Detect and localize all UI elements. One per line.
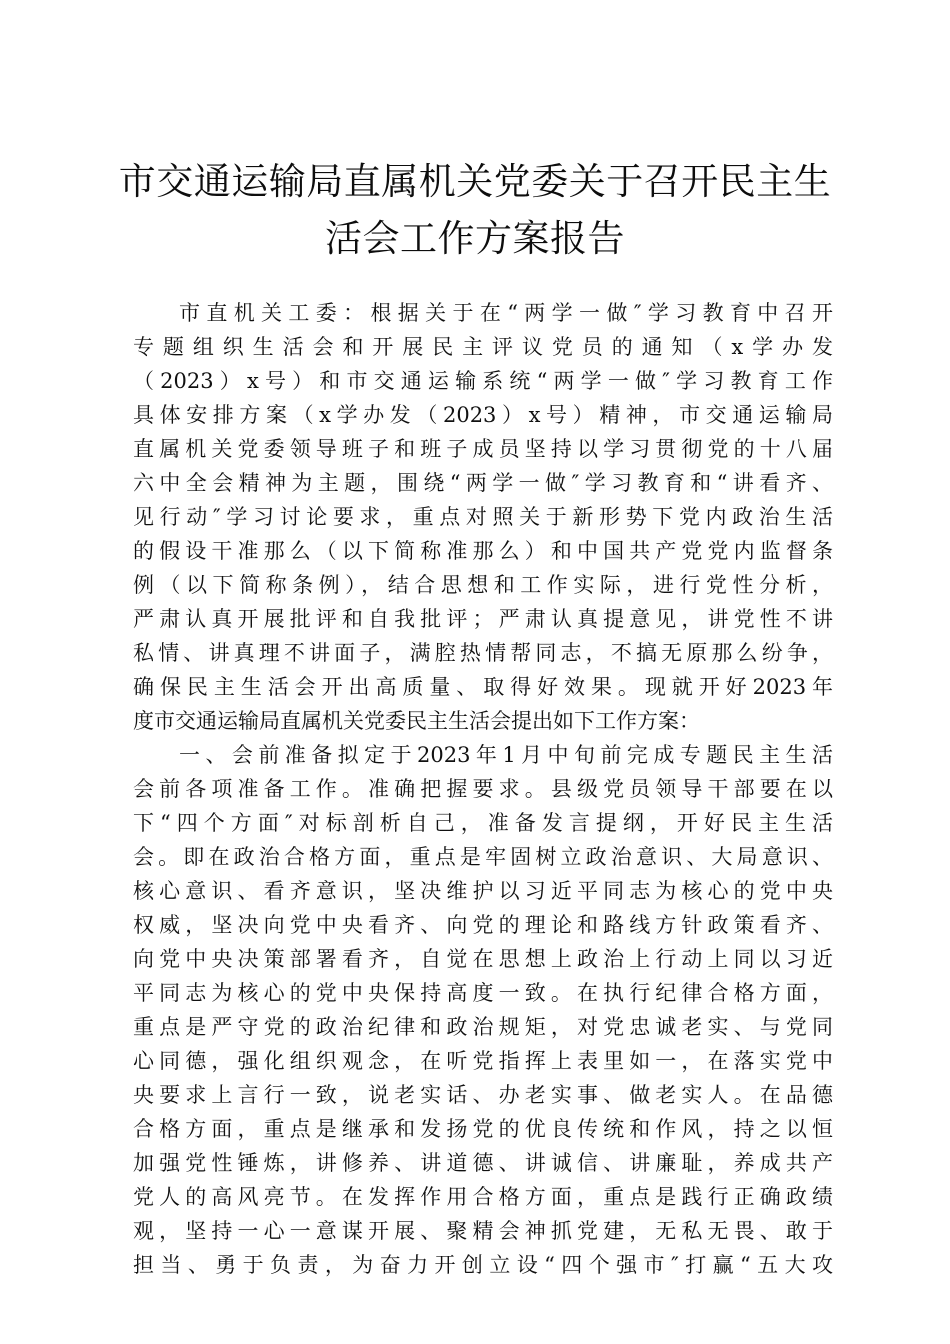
paragraph-line: 一、会前准备拟定于2023年1月中旬前完成专题民主生活 [179,743,833,767]
paragraph-line: 加强党性锤炼，讲修养、讲道德、讲诚信、讲廉耻，养成共产 [133,1151,833,1175]
paragraph-line: 直属机关党委领导班子和班子成员坚持以学习贯彻党的十八届 [133,437,833,461]
paragraph-line: （2023）x号）和市交通运输系统“两学一做″学习教育工作 [133,369,833,393]
paragraph-line: 核心意识、看齐意识，坚决维护以习近平同志为核心的党中央 [133,879,833,903]
paragraph-line: 心同德，强化组织观念，在听党指挥上表里如一，在落实党中 [133,1049,833,1073]
paragraph-line: 下“四个方面″对标剖析自己，准备发言提纲，开好民主生活 [133,811,833,835]
paragraph-line: 的假设干准那么（以下简称准那么）和中国共产党党内监督条 [133,539,833,563]
paragraph-line: 市直机关工委：根据关于在“两学一做″学习教育中召开 [179,301,833,325]
paragraph-line: 合格方面，重点是继承和发扬党的优良传统和作风，持之以恒 [133,1117,833,1141]
paragraph-line: 权威，坚决向党中央看齐、向党的理论和路线方针政策看齐、 [133,913,833,937]
paragraph-line: 见行动″学习讨论要求，重点对照关于新形势下党内政治生活 [133,505,833,529]
paragraph-line: 担当、勇于负责，为奋力开创立设“四个强市″打赢“五大攻 [133,1253,833,1277]
paragraph-line: 私情、讲真理不讲面子，满腔热情帮同志，不搞无原那么纷争， [133,641,833,665]
paragraph-line: 具体安排方案（x学办发（2023）x号）精神，市交通运输局 [133,403,833,427]
paragraph-line: 会。即在政治合格方面，重点是牢固树立政治意识、大局意识、 [133,845,833,869]
paragraph-line: 央要求上言行一致，说老实话、办老实事、做老实人。在品德 [133,1083,833,1107]
paragraph-line: 会前各项准备工作。准确把握要求。县级党员领导干部要在以 [133,777,833,801]
document-title-line-1: 市交通运输局直属机关党委关于召开民主生 [118,160,832,203]
paragraph-line: 确保民主生活会开出高质量、取得好效果。现就开好2023年 [133,675,833,699]
paragraph-line: 严肃认真开展批评和自我批评；严肃认真提意见，讲党性不讲 [133,607,833,631]
paragraph-line: 观，坚持一心一意谋开展、聚精会神抓党建，无私无畏、敢于 [133,1219,833,1243]
paragraph-line: 平同志为核心的党中央保持高度一致。在执行纪律合格方面， [133,981,833,1005]
paragraph-line: 六中全会精神为主题，围绕“两学一做″学习教育和“讲看齐、 [133,471,833,495]
paragraph-line: 重点是严守党的政治纪律和政治规矩，对党忠诚老实、与党同 [133,1015,833,1039]
paragraph-line: 度市交通运输局直属机关党委民主生活会提出如下工作方案： [133,709,700,733]
paragraph-line: 党人的高风亮节。在发挥作用合格方面，重点是践行正确政绩 [133,1185,833,1209]
paragraph-line: 例（以下简称条例），结合思想和工作实际，进行党性分析， [133,573,833,597]
document-title-line-2: 活会工作方案报告 [325,217,625,260]
paragraph-line: 专题组织生活会和开展民主评议党员的通知（x学办发 [133,335,833,359]
paragraph-line: 向党中央决策部署看齐，自觉在思想上政治上行动上同以习近 [133,947,833,971]
